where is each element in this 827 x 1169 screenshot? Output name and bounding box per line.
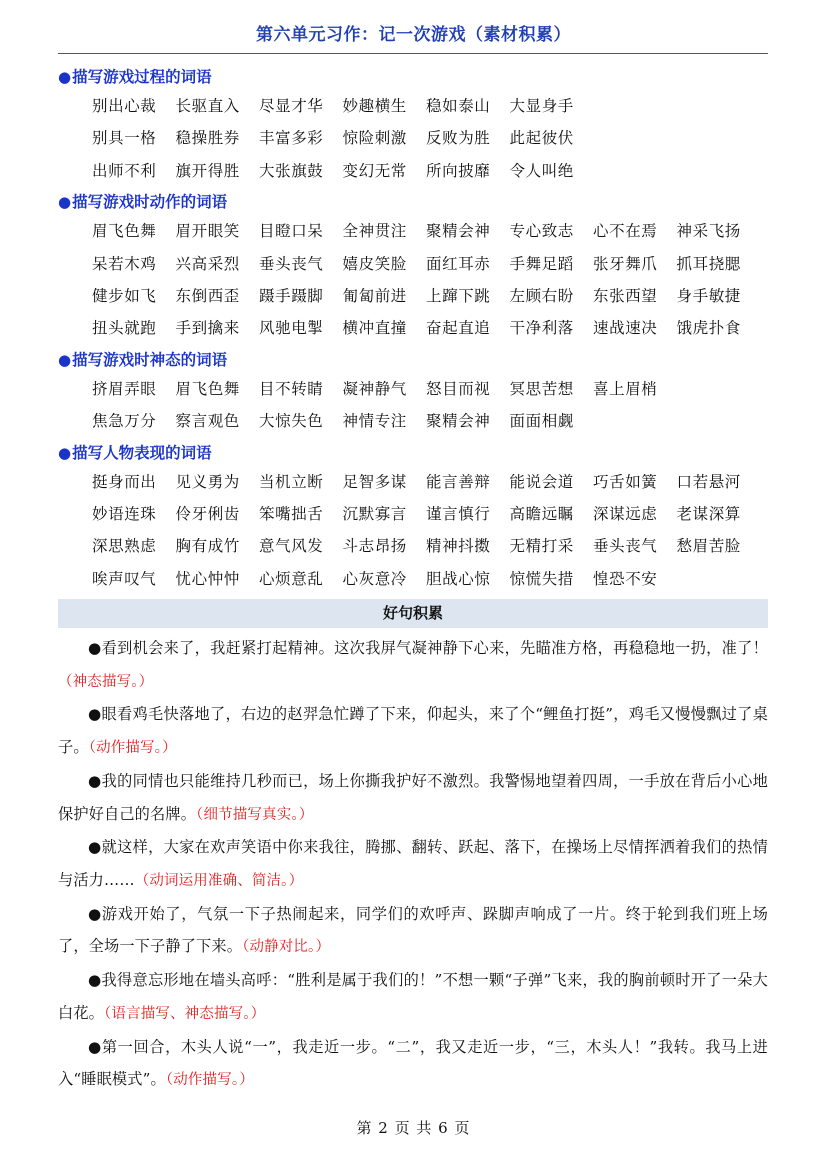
word-item: 面面相觑 xyxy=(509,412,574,431)
word-item: 上蹿下跳 xyxy=(426,286,491,305)
word-item: 愁眉苦脸 xyxy=(676,537,741,556)
sentence-text: ●眼看鸡毛快落地了，右边的赵羿急忙蹲了下来，仰起头，来了个“鲤鱼打挺”，鸡毛又慢慢飘过了桌子。 xyxy=(58,705,768,757)
word-item: 目瞪口呆 xyxy=(259,222,324,241)
word-item: 此起彼伏 xyxy=(509,129,574,148)
word-item: 眉飞色舞 xyxy=(175,379,240,398)
section-heading xyxy=(58,440,768,466)
word-item: 口若悬河 xyxy=(676,472,741,491)
word-item: 见义勇为 xyxy=(175,472,240,491)
sentence-item xyxy=(58,964,768,1030)
word-item: 眉飞色舞 xyxy=(92,222,157,241)
sentence-text: ●我的同情也只能维持几秒而已，场上你撕我护好不激烈。我警惕地望着四周，一手放在背后小心地保护好自己的名牌。 xyxy=(58,771,768,823)
good-sentences-heading: 好句积累 xyxy=(58,599,768,628)
section-heading-text: 描写人物表现的词语 xyxy=(72,443,212,462)
word-item: 神情专注 xyxy=(342,412,407,431)
word-item: 丰富多彩 xyxy=(259,129,324,148)
word-item: 察言观色 xyxy=(175,412,240,431)
title-divider xyxy=(58,53,768,54)
section-heading-text: 描写游戏时神态的词语 xyxy=(72,350,228,369)
word-item: 挤眉弄眼 xyxy=(92,379,157,398)
word-item: 心烦意乱 xyxy=(259,569,324,588)
bullet-icon: ● xyxy=(58,350,72,369)
word-item: 大张旗鼓 xyxy=(259,161,324,180)
word-item: 稳如泰山 xyxy=(426,97,491,115)
word-item: 专心致志 xyxy=(509,222,574,241)
word-row xyxy=(58,280,768,312)
word-item: 风驰电掣 xyxy=(259,319,324,338)
word-row xyxy=(58,373,768,405)
word-item: 长驱直入 xyxy=(175,97,240,115)
word-item: 胆战心惊 xyxy=(426,569,491,588)
word-item: 足智多谋 xyxy=(342,472,407,491)
word-item: 出师不利 xyxy=(92,161,157,180)
word-item: 匍匐前进 xyxy=(342,286,407,305)
word-item: 饿虎扑食 xyxy=(676,319,741,338)
word-item: 扭头就跑 xyxy=(92,319,157,338)
section-heading-text: 描写游戏过程的词语 xyxy=(72,68,212,86)
word-item: 呆若木鸡 xyxy=(92,254,157,273)
word-item: 身手敏捷 xyxy=(676,286,741,305)
sentence-text: ●就这样，大家在欢声笑语中你来我往，腾挪、翻转、跃起、落下，在操场上尽情挥洒着我们的热情与活力…… xyxy=(58,838,768,889)
word-item: 干净利落 xyxy=(509,319,574,338)
sentence-item xyxy=(58,632,768,698)
word-item: 挺身而出 xyxy=(92,472,157,491)
word-item: 变幻无常 xyxy=(342,161,407,180)
word-item: 手到擒来 xyxy=(175,319,240,338)
sentence-item xyxy=(58,898,768,964)
word-item: 唉声叹气 xyxy=(92,569,157,588)
word-item: 喜上眉梢 xyxy=(593,379,658,398)
sentence-note: （神态描写。） xyxy=(58,673,154,690)
word-item: 全神贯注 xyxy=(342,222,407,241)
word-item: 嬉皮笑脸 xyxy=(342,254,407,273)
word-item: 东倒西歪 xyxy=(175,286,240,305)
section-heading xyxy=(58,347,768,373)
word-item: 大惊失色 xyxy=(259,412,324,431)
sentence-item xyxy=(58,831,768,897)
sentence-note: （动作描写。） xyxy=(88,740,177,757)
word-row xyxy=(58,466,768,498)
page-title: 第六单元习作：记一次游戏（素材积累） xyxy=(256,25,571,45)
word-item: 怒目而视 xyxy=(426,379,491,398)
word-row xyxy=(58,215,768,247)
bullet-icon: ● xyxy=(58,443,72,462)
word-row xyxy=(58,155,768,187)
word-item: 奋起直追 xyxy=(426,319,491,338)
sentence-text: ●游戏开始了，气氛一下子热闹起来，同学们的欢呼声、跺脚声响成了一片。终于轮到我们班上场了，全场一下子静了下来。 xyxy=(58,904,768,956)
bullet-icon: ● xyxy=(58,68,72,86)
word-item: 兴高采烈 xyxy=(175,254,240,273)
sentence-text: ●第一回合，木头人说“一”，我走近一步。“二”，我又走近一步，“三，木头人！”我转。我马上进入“睡眠模式”。 xyxy=(58,1037,768,1089)
word-item: 张牙舞爪 xyxy=(593,254,658,273)
word-row xyxy=(58,405,768,437)
word-item: 笨嘴拙舌 xyxy=(259,504,324,523)
word-item: 聚精会神 xyxy=(426,412,491,431)
page-footer: 第 2 页 共 6 页 xyxy=(356,1119,471,1137)
sentence-item xyxy=(58,698,768,764)
section-heading-text: 描写游戏时动作的词语 xyxy=(72,193,228,212)
word-row xyxy=(58,122,768,154)
word-item: 老谋深算 xyxy=(676,504,741,523)
word-item: 垂头丧气 xyxy=(593,537,658,556)
word-item: 左顾右盼 xyxy=(509,286,574,305)
word-item: 伶牙俐齿 xyxy=(175,504,240,523)
word-item: 冥思苦想 xyxy=(509,379,574,398)
good-sentences-list xyxy=(58,632,768,1097)
word-item: 手舞足蹈 xyxy=(509,254,574,273)
sentence-note: （动作描写。） xyxy=(165,1072,254,1089)
word-item: 忧心忡忡 xyxy=(175,569,240,588)
word-row xyxy=(58,563,768,595)
word-row xyxy=(58,90,768,122)
word-item: 焦急万分 xyxy=(92,412,157,431)
word-item: 巧舌如簧 xyxy=(593,472,658,491)
word-item: 心灰意冷 xyxy=(342,569,407,588)
word-item: 心不在焉 xyxy=(593,222,658,241)
word-item: 当机立断 xyxy=(259,472,324,491)
word-item: 面红耳赤 xyxy=(426,254,491,273)
word-item: 反败为胜 xyxy=(426,129,491,148)
word-item: 高瞻远瞩 xyxy=(509,504,574,523)
word-item: 妙趣横生 xyxy=(342,97,407,115)
word-item: 惶恐不安 xyxy=(593,569,658,588)
word-item: 眉开眼笑 xyxy=(175,222,240,241)
word-item: 谨言慎行 xyxy=(426,504,491,523)
word-item: 精神抖擞 xyxy=(426,537,491,556)
sentence-note: （动静对比。） xyxy=(242,939,331,956)
word-item: 蹑手蹑脚 xyxy=(259,286,324,305)
word-item: 别具一格 xyxy=(92,129,157,148)
word-row xyxy=(58,312,768,344)
section-heading xyxy=(58,189,768,215)
sentence-note: （语言描写、神态描写。） xyxy=(104,1005,266,1022)
word-item: 东张西望 xyxy=(593,286,658,305)
section-heading xyxy=(58,64,768,90)
word-item: 无精打采 xyxy=(509,537,574,556)
word-item: 意气风发 xyxy=(259,537,324,556)
word-item: 胸有成竹 xyxy=(175,537,240,556)
word-item: 横冲直撞 xyxy=(342,319,407,338)
word-item: 目不转睛 xyxy=(259,379,324,398)
word-row xyxy=(58,530,768,562)
word-item: 旗开得胜 xyxy=(175,161,240,180)
document-body xyxy=(58,62,768,1097)
word-item: 妙语连珠 xyxy=(92,504,157,523)
word-row xyxy=(58,248,768,280)
word-item: 抓耳挠腮 xyxy=(676,254,741,273)
sentence-item xyxy=(58,1031,768,1097)
word-item: 能说会道 xyxy=(509,472,574,491)
sentence-text: ●看到机会来了，我赶紧打起精神。这次我屏气凝神静下心来，先瞄准方格，再稳稳地一扔，准了！ xyxy=(88,639,768,658)
word-item: 垂头丧气 xyxy=(259,254,324,273)
bullet-icon: ● xyxy=(58,193,72,212)
word-item: 令人叫绝 xyxy=(509,161,574,180)
word-item: 惊险刺激 xyxy=(342,129,407,148)
word-item: 健步如飞 xyxy=(92,286,157,305)
word-item: 所向披靡 xyxy=(426,161,491,180)
word-item: 稳操胜券 xyxy=(175,129,240,148)
word-row xyxy=(58,498,768,530)
word-item: 深谋远虑 xyxy=(593,504,658,523)
word-item: 大显身手 xyxy=(509,97,574,115)
word-item: 别出心裁 xyxy=(92,97,157,115)
word-item: 沉默寡言 xyxy=(342,504,407,523)
word-item: 尽显才华 xyxy=(259,97,324,115)
word-item: 斗志昂扬 xyxy=(342,537,407,556)
word-sections xyxy=(58,64,768,595)
word-item: 速战速决 xyxy=(593,319,658,338)
sentence-item xyxy=(58,765,768,831)
sentence-note: （细节描写真实。） xyxy=(196,806,314,823)
word-item: 惊慌失措 xyxy=(509,569,574,588)
word-item: 深思熟虑 xyxy=(92,537,157,556)
word-item: 能言善辩 xyxy=(426,472,491,491)
word-item: 聚精会神 xyxy=(426,222,491,241)
sentence-text: ●我得意忘形地在墙头高呼：“胜利是属于我们的！”不想一颗“子弹”飞来，我的胸前顿时开了一朵大白花。 xyxy=(58,971,768,1022)
word-item: 凝神静气 xyxy=(342,379,407,398)
word-item: 神采飞扬 xyxy=(676,222,741,241)
sentence-note: （动词运用准确、简洁。） xyxy=(134,873,304,889)
